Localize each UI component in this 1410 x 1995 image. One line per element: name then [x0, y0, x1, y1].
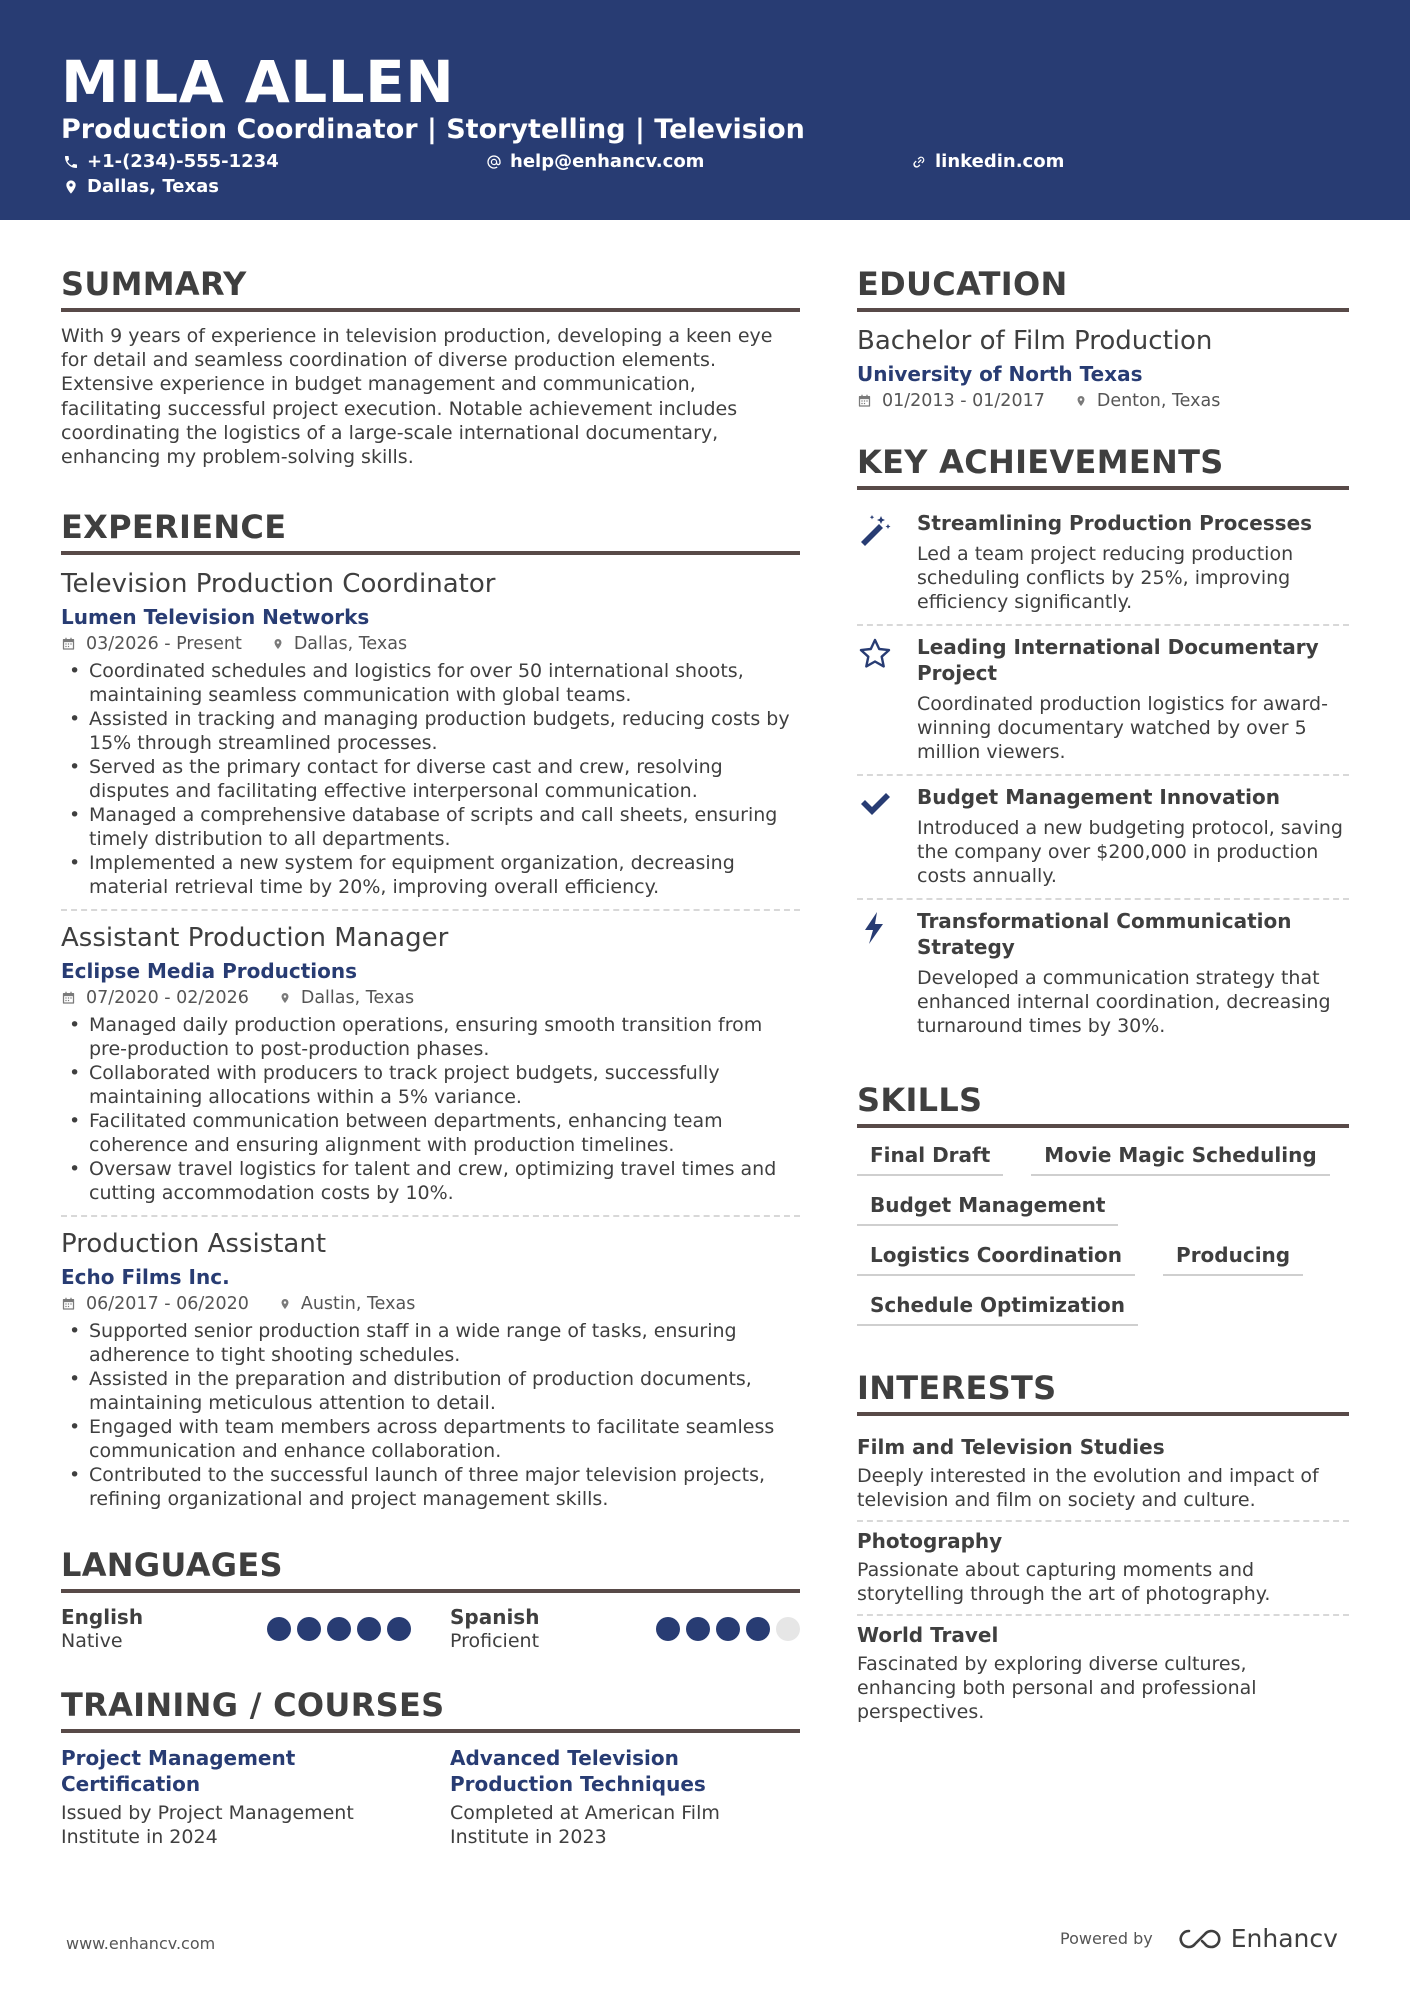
rating-dot-filled — [656, 1617, 680, 1641]
achievement-desc: Coordinated production logistics for award-winning documentary watched by over 5 million viewers. — [917, 693, 1328, 763]
job-location — [279, 985, 414, 1011]
summary-section — [61, 262, 800, 469]
enhancv-logo-text: Enhancv — [1230, 1924, 1338, 1953]
achievement-title: Transformational Communication Strategy — [917, 909, 1292, 959]
location-text: Dallas, Texas — [87, 176, 219, 197]
interest-item — [857, 1428, 1349, 1520]
skill-tag: Movie Magic Scheduling — [1031, 1140, 1329, 1176]
job-role: Production Assistant — [61, 1229, 327, 1260]
training-heading: TRAINING / COURSES — [61, 1683, 800, 1733]
job-role: Television Production Coordinator — [61, 569, 496, 600]
achievement-title: Budget Management Innovation — [917, 785, 1280, 809]
education-meta — [857, 388, 1349, 414]
rating-dot-filled — [387, 1617, 411, 1641]
languages-list — [61, 1605, 800, 1653]
rating-dot-filled — [357, 1617, 381, 1641]
job-entry — [61, 909, 800, 1215]
job-dates: 07/2020 - 02/2026 — [86, 988, 249, 1009]
achievement-desc: Led a team project reducing production scheduling conflicts by 25%, improving efficiency significantly. — [917, 543, 1294, 613]
languages-heading: LANGUAGES — [61, 1543, 800, 1593]
rating-dot-filled — [327, 1617, 351, 1641]
job-bullet: • Implemented a new system for equipment organization, decreasing material retrieval time by 20%, improving overall efficiency. — [61, 851, 800, 899]
contact-email[interactable] — [486, 150, 704, 174]
calendar-icon — [61, 1296, 76, 1312]
left-column — [61, 262, 800, 1849]
map-pin-icon — [279, 1296, 291, 1312]
course-item — [450, 1745, 800, 1849]
course-item — [61, 1745, 411, 1849]
skill-tag: Logistics Coordination — [857, 1240, 1135, 1276]
enhancv-logo[interactable] — [1177, 1924, 1338, 1953]
calendar-icon — [857, 393, 872, 409]
achievement-desc: Developed a communication strategy that enhanced internal coordination, decreasing turnaround times by 30%. — [917, 967, 1331, 1037]
course-desc: Completed at American Film Institute in 2023 — [450, 1802, 720, 1849]
language-name: English — [61, 1605, 144, 1630]
job-bullet: • Engaged with team members across departments to facilitate seamless communication and enhance collaboration. — [61, 1415, 800, 1463]
interests-section — [857, 1366, 1349, 1732]
training-list — [61, 1745, 800, 1849]
language-rating — [267, 1617, 411, 1641]
job-location-text: Dallas, Texas — [300, 988, 415, 1009]
interest-title: World Travel — [857, 1623, 999, 1647]
skill-tag: Producing — [1163, 1240, 1303, 1276]
magic-wand-icon — [857, 512, 893, 548]
education-section — [857, 262, 1349, 414]
language-item — [61, 1605, 411, 1653]
achievements-heading: KEY ACHIEVEMENTS — [857, 440, 1349, 490]
achievement-title: Leading International Documentary Project — [917, 635, 1319, 685]
job-dates: 03/2026 - Present — [86, 634, 242, 655]
lightning-bolt-icon — [857, 910, 893, 946]
school-name: University of North Texas — [857, 362, 1143, 386]
job-company: Echo Films Inc. — [61, 1265, 230, 1290]
course-title: Project Management Certification — [61, 1746, 296, 1797]
summary-heading: SUMMARY — [61, 262, 800, 312]
map-pin-icon — [1075, 393, 1087, 409]
job-bullets — [61, 659, 800, 899]
job-bullet: • Oversaw travel logistics for talent and crew, optimizing travel times and cutting accommodation costs by 10%. — [61, 1157, 800, 1205]
job-bullet: • Facilitated communication between departments, enhancing team coherence and ensuring alignment with production timelines. — [61, 1109, 800, 1157]
skill-tag: Schedule Optimization — [857, 1290, 1138, 1326]
interests-heading: INTERESTS — [857, 1366, 1349, 1416]
job-bullet: • Collaborated with producers to track project budgets, successfully maintaining allocations within a 5% variance. — [61, 1061, 800, 1109]
job-bullet: • Coordinated schedules and logistics for over 50 international shoots, maintaining seamless communication with global teams. — [61, 659, 800, 707]
calendar-icon — [61, 990, 76, 1006]
powered-by-text: Powered by — [1060, 1929, 1153, 1948]
languages-section — [61, 1543, 800, 1653]
language-name: Spanish — [450, 1605, 540, 1630]
map-pin-icon — [63, 179, 79, 195]
contact-location — [63, 175, 219, 199]
summary-text: With 9 years of experience in television production, developing a keen eye for detail and seamless coordination of diverse production elements. Extensive experience in budget management and communication, facilitating successful project execution. Notable achievement includes coordinating the logistics of a large-scale international documentary, enhancing my problem-solving skills. — [61, 325, 773, 469]
degree-title: Bachelor of Film Production — [857, 326, 1213, 356]
email-text: help@enhancv.com — [510, 151, 705, 172]
linkedin-text: linkedin.com — [935, 151, 1065, 172]
rating-dot-empty — [776, 1617, 800, 1641]
footer-branding — [1060, 1924, 1338, 1953]
training-section — [61, 1683, 800, 1849]
phone-text: +1-(234)-555-1234 — [87, 151, 279, 172]
job-location-text: Austin, Texas — [300, 1294, 416, 1315]
job-location-text: Dallas, Texas — [293, 634, 408, 655]
job-bullet: • Contributed to the successful launch of three major television projects, refining organizational and project management skills. — [61, 1463, 800, 1511]
job-location — [272, 631, 407, 657]
experience-section — [61, 505, 800, 1521]
job-role: Assistant Production Manager — [61, 923, 449, 954]
achievement-desc: Introduced a new budgeting protocol, saving the company over $200,000 in production costs annually. — [917, 817, 1343, 887]
achievement-item — [857, 502, 1349, 624]
job-bullets — [61, 1319, 800, 1511]
job-meta — [61, 631, 800, 657]
star-icon — [857, 636, 893, 672]
at-sign-icon — [486, 154, 502, 170]
job-meta — [61, 1291, 800, 1317]
job-company: Eclipse Media Productions — [61, 959, 358, 984]
language-level: Native — [61, 1630, 123, 1653]
interest-title: Film and Television Studies — [857, 1435, 1165, 1459]
skill-tag: Final Draft — [857, 1140, 1003, 1176]
education-heading: EDUCATION — [857, 262, 1349, 312]
language-level: Proficient — [450, 1630, 540, 1653]
rating-dot-filled — [716, 1617, 740, 1641]
job-bullet: • Assisted in the preparation and distribution of production documents, maintaining meticulous attention to detail. — [61, 1367, 800, 1415]
skills-section — [857, 1078, 1349, 1326]
map-pin-icon — [272, 636, 284, 652]
checkmark-icon — [857, 786, 893, 822]
job-bullet: • Served as the primary contact for diverse cast and crew, resolving disputes and facilitating effective interpersonal communication. — [61, 755, 800, 803]
achievements-section — [857, 440, 1349, 1048]
job-bullet: • Supported senior production staff in a wide range of tasks, ensuring adherence to tight shooting schedules. — [61, 1319, 800, 1367]
skills-heading: SKILLS — [857, 1078, 1349, 1128]
map-pin-icon — [279, 990, 291, 1006]
education-location — [1075, 388, 1221, 414]
job-bullet: • Managed daily production operations, ensuring smooth transition from pre-production to post-production phases. — [61, 1013, 800, 1061]
resume-header — [0, 0, 1410, 220]
language-rating — [656, 1617, 800, 1641]
job-dates: 06/2017 - 06/2020 — [86, 1294, 249, 1315]
rating-dot-filled — [686, 1617, 710, 1641]
footer-website[interactable]: www.enhancv.com — [66, 1934, 216, 1953]
course-title: Advanced Television Production Techniques — [450, 1746, 706, 1797]
right-column — [857, 262, 1349, 1732]
job-meta — [61, 985, 800, 1011]
interest-item — [857, 1520, 1349, 1614]
course-desc: Issued by Project Management Institute in 2024 — [61, 1802, 354, 1849]
achievement-item — [857, 898, 1349, 1048]
job-company: Lumen Television Networks — [61, 605, 370, 630]
interest-item — [857, 1614, 1349, 1732]
achievement-title: Streamlining Production Processes — [917, 511, 1313, 535]
candidate-name: MILA ALLEN — [61, 48, 455, 116]
rating-dot-filled — [267, 1617, 291, 1641]
job-bullet: • Assisted in tracking and managing production budgets, reducing costs by 15% through streamlined processes. — [61, 707, 800, 755]
link-icon — [911, 154, 927, 170]
skill-tag: Budget Management — [857, 1190, 1118, 1226]
achievement-item — [857, 624, 1349, 774]
education-dates: 01/2013 - 01/2017 — [882, 391, 1045, 411]
job-entry — [61, 1215, 800, 1521]
job-bullet: • Managed a comprehensive database of scripts and call sheets, ensuring timely distribution to all departments. — [61, 803, 800, 851]
experience-heading: EXPERIENCE — [61, 505, 800, 555]
contact-phone[interactable] — [63, 150, 279, 174]
calendar-icon — [61, 636, 76, 652]
language-item — [450, 1605, 800, 1653]
interest-desc: Fascinated by exploring diverse cultures, enhancing both personal and professional perspectives. — [857, 1653, 1257, 1723]
rating-dot-filled — [746, 1617, 770, 1641]
interest-desc: Deeply interested in the evolution and impact of television and film on society and culture. — [857, 1465, 1319, 1511]
skills-list — [857, 1140, 1349, 1326]
job-entry — [61, 567, 800, 909]
job-bullets — [61, 1013, 800, 1205]
contact-linkedin[interactable] — [911, 150, 1064, 174]
phone-icon — [63, 154, 79, 170]
job-location — [279, 1291, 416, 1317]
achievement-item — [857, 774, 1349, 898]
rating-dot-filled — [297, 1617, 321, 1641]
education-location-text: Denton, Texas — [1096, 391, 1221, 411]
interest-title: Photography — [857, 1529, 1003, 1553]
interest-desc: Passionate about capturing moments and storytelling through the art of photography. — [857, 1559, 1271, 1605]
enhancv-logo-icon — [1177, 1927, 1223, 1951]
candidate-title: Production Coordinator | Storytelling | Television — [61, 114, 805, 145]
